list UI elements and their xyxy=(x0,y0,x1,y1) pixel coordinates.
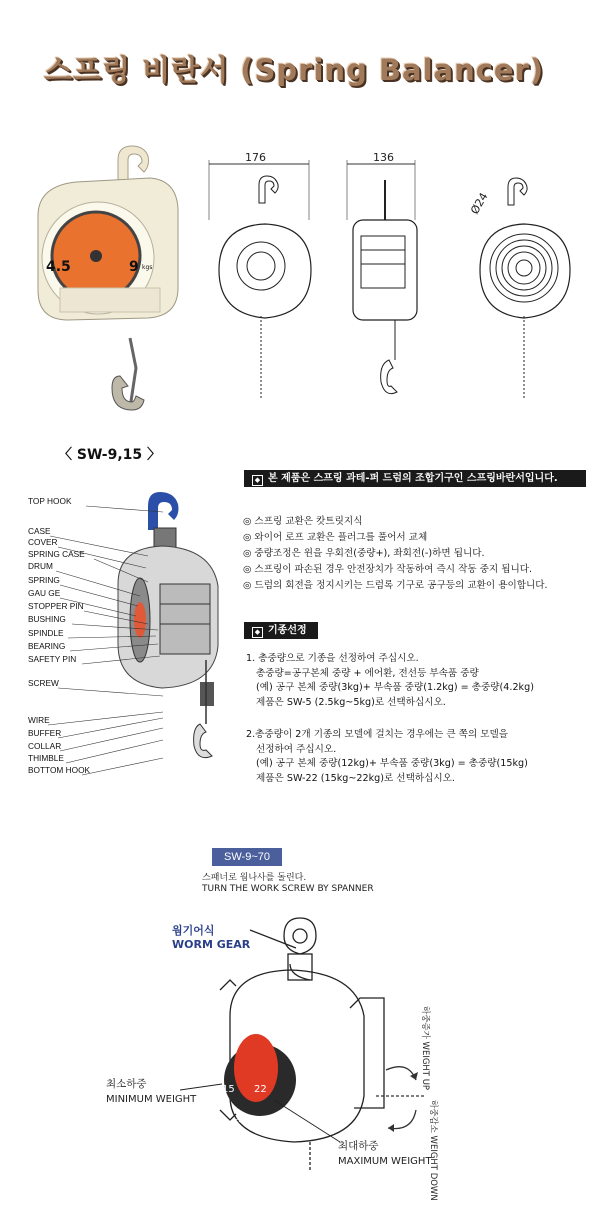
part-label: CASE xyxy=(28,526,51,536)
part-label: DRUM xyxy=(28,561,53,571)
dial-model: S-22 xyxy=(234,1118,250,1126)
photo-min-value: 4.5 xyxy=(46,259,71,275)
max-weight-ko: 최대하중 xyxy=(338,1140,379,1152)
model-label: 〈 SW-9,15 〉 xyxy=(58,447,161,463)
worm-gear-ko: 웜기어식 xyxy=(172,924,215,937)
diamond-icon: ◆ xyxy=(252,627,263,638)
selection-line: 1. 총중량으로 기종을 선정하여 주십시오. xyxy=(246,653,419,664)
model-tag: SW-9~70 xyxy=(212,848,282,866)
side-view-drawing xyxy=(345,160,435,410)
parts-leader-lines xyxy=(28,496,168,786)
selection-guide xyxy=(246,652,534,786)
intro-header-text: 본 제품은 스프링 과테-퍼 드럼의 조합기구인 스프링바란서입니다. xyxy=(268,473,558,484)
intro-header xyxy=(244,470,586,487)
min-weight-en: MINIMUM WEIGHT xyxy=(106,1094,197,1105)
part-label: STOPPER PIN xyxy=(28,601,84,611)
part-label: BUFFER xyxy=(28,728,62,738)
part-label: SCREW xyxy=(28,678,59,688)
selection-line: (예) 공구 본체 중량(3kg)+ 부속품 중량(1.2kg) = 총중량(4.2kg) xyxy=(256,682,534,693)
part-label: COLLAR xyxy=(28,741,62,751)
part-label: SPRING xyxy=(28,575,60,585)
min-weight-ko: 최소하중 xyxy=(106,1078,147,1090)
photo-max-value: 9 xyxy=(129,259,139,275)
rotation-arrow-icon xyxy=(376,1040,426,1150)
weight-down-label: 하중감소 WEIGHT DOWN xyxy=(428,1100,438,1201)
max-weight-en: MAXIMUM WEIGHT xyxy=(338,1156,432,1167)
selection-header xyxy=(244,622,318,639)
selection-line: 선정하여 주십시오. xyxy=(256,743,337,755)
part-label: WIRE xyxy=(28,715,50,725)
selection-line: 총중량=공구본체 중량 + 에어환, 전선등 부속품 중량 xyxy=(256,667,479,679)
dial-right: 22 xyxy=(254,1084,267,1095)
dial-left: 15 xyxy=(222,1084,235,1095)
selection-line: 제품은 SW-22 (15kg~22kg)로 선택하십시오. xyxy=(256,772,455,784)
front-view-drawing xyxy=(205,160,315,410)
part-label: SPRING CASE xyxy=(28,549,85,559)
rope-diameter-label: Ø24 xyxy=(468,190,491,217)
selection-header-text: 기종선정 xyxy=(268,625,307,636)
worm-gear-en: WORM GEAR xyxy=(172,938,251,951)
part-label: BEARING xyxy=(28,641,66,651)
part-label: BUSHING xyxy=(28,614,66,624)
selection-line: (예) 공구 본체 중량(12kg)+ 부속품 중량(3kg) = 총중량(15kg) xyxy=(256,758,528,769)
part-label: SPINDLE xyxy=(28,628,64,638)
feature-item: ◎ 스프링이 파손된 경우 안전장치가 작동하여 즉시 작동 중지 됩니다. xyxy=(243,564,533,575)
page-title: 스프링 비란서 (Spring Balancer) xyxy=(44,53,545,87)
weight-up-label: 하중증가 WEIGHT UP xyxy=(420,1006,430,1091)
selection-line: 2.총중량이 2개 기종의 모델에 걸치는 경우에는 큰 쪽의 모델을 xyxy=(246,729,509,740)
leader-lines xyxy=(180,1080,350,1160)
feature-item: ◎ 스프링 교환은 캇트릿지식 xyxy=(243,516,363,527)
feature-item: ◎ 와이어 로프 교환은 플러그를 풀어서 교체 xyxy=(243,532,428,543)
screw-note-ko: 스패너로 웜나사를 돌린다. xyxy=(202,873,307,883)
part-label: SAFETY PIN xyxy=(28,654,77,664)
part-label: THIMBLE xyxy=(28,753,64,763)
screw-note-en: TURN THE WORK SCREW BY SPANNER xyxy=(202,884,374,894)
selection-line: 제품은 SW-5 (2.5kg~5kg)로 선택하십시오. xyxy=(256,696,446,708)
front-width-label: 176 xyxy=(245,151,266,164)
diamond-icon: ◆ xyxy=(252,475,263,486)
product-photo xyxy=(20,138,190,418)
feature-item: ◎ 드럼의 회전을 정지시키는 드럼록 기구로 공구등의 교환이 용이합니다. xyxy=(243,580,548,591)
part-label: BOTTOM HOOK xyxy=(28,765,91,775)
feature-list xyxy=(243,514,548,594)
side-width-label: 136 xyxy=(373,151,394,164)
part-label: TOP HOOK xyxy=(28,496,72,506)
part-label: COVER xyxy=(28,537,58,547)
photo-max-unit: kgs xyxy=(142,264,153,271)
feature-item: ◎ 중량조정은 윈을 우회전(중량+), 좌회전(-)하면 됩니다. xyxy=(243,548,485,559)
section-view-drawing xyxy=(470,160,580,410)
part-label: GAU GE xyxy=(28,588,61,598)
